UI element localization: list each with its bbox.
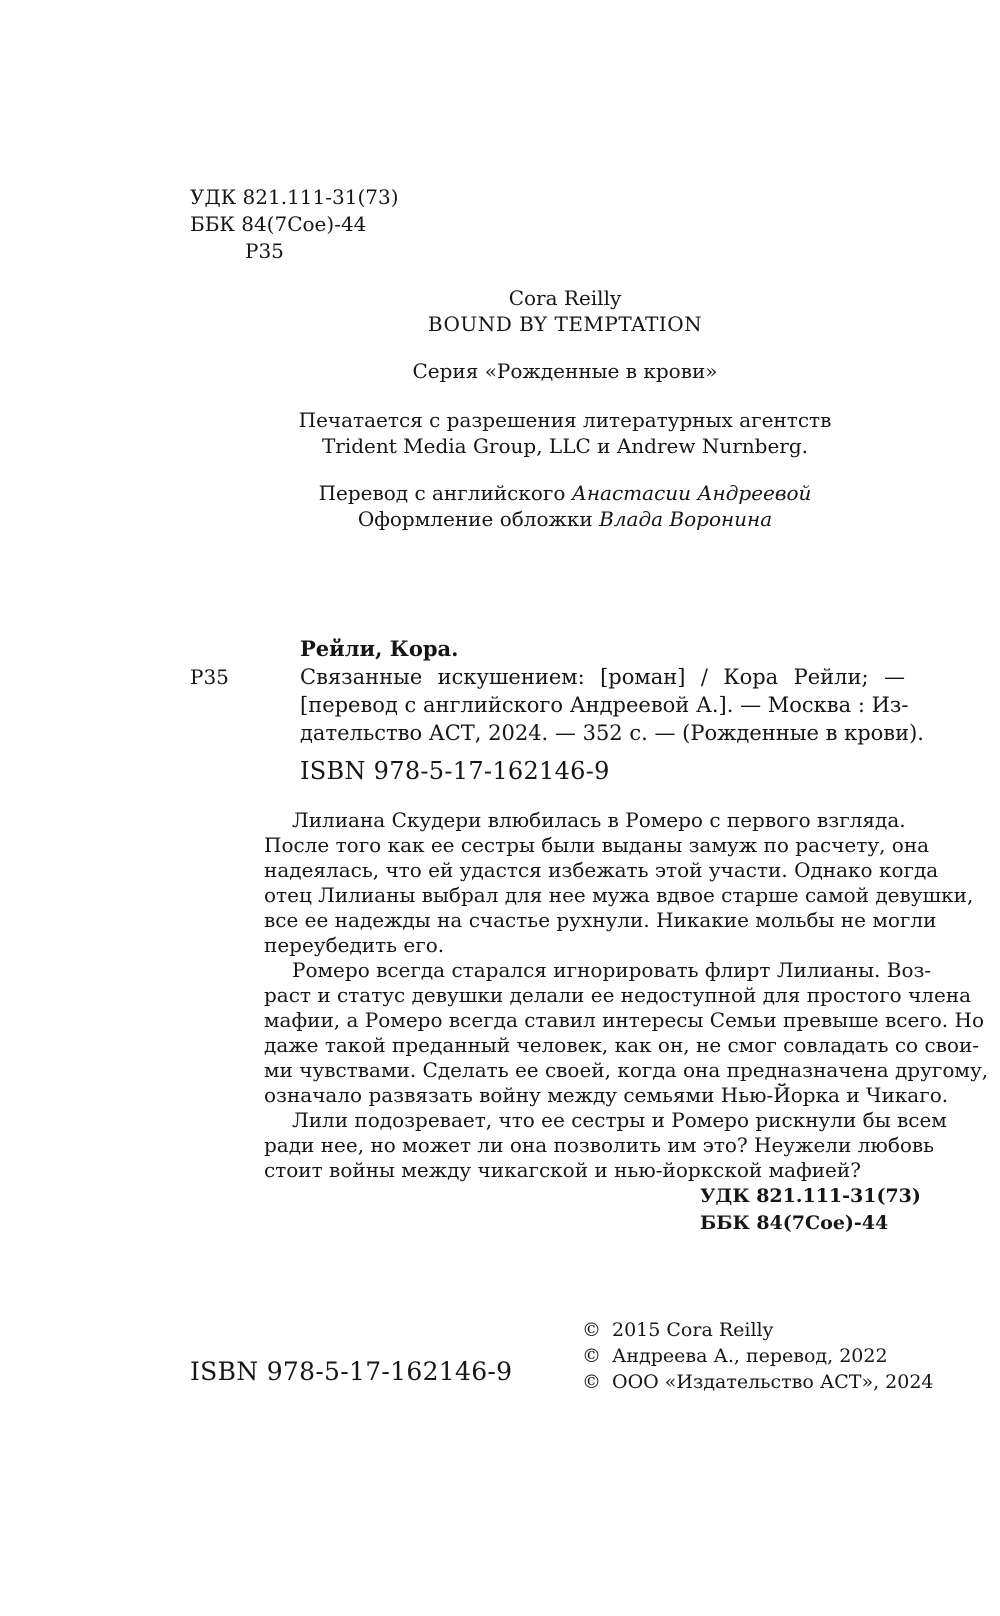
copyright-icon: © [582,1371,601,1393]
catalog-description [300,663,924,747]
annotation-line: надеялась, что ей удастся избежать этой участи. Однако когда [264,858,939,882]
copyright-icon: © [582,1345,601,1367]
annotation-line: ми чувствами. Сделать ее своей, когда она предназначена другому, [264,1058,989,1082]
catalog-line-3: дательство АСТ, 2024. — 352 с. — (Рожденные в крови). [300,721,924,745]
cover-designer-name: Влада Воронина [599,507,773,531]
annotation-line: стоит войны между чикагской и нью-йоркской мафией? [264,1158,861,1182]
annotation-line: Ромеро всегда старался игнорировать флирт Лилианы. Воз- [292,958,932,982]
annotation-line: все ее надежды на счастье рухнули. Никакие мольбы не могли [264,908,937,932]
rights-line-2: Trident Media Group, LLC и Andrew Nurnberg. [321,434,809,458]
translation-label: Перевод с английского [318,481,572,505]
annotation-line: раст и статус девушки делали ее недоступной для простого члена [264,983,972,1007]
original-title-block [290,285,840,337]
annotation-line: даже такой преданный человек, как он, не смог совладать со свои- [264,1033,980,1057]
catalog-code: Р35 [190,665,229,689]
series-line: Серия «Рожденные в крови» [412,359,718,383]
classification-codes [190,184,399,265]
annotation-paragraph-2 [264,958,989,1108]
credits-block [290,480,840,532]
udk-code: УДК 821.111-31(73) [190,185,399,209]
copyright-block [582,1317,934,1395]
original-title: BOUND BY TEMPTATION [427,312,703,336]
copyright-icon: © [582,1319,601,1341]
annotation-line: Лили подозревает, что ее сестры и Ромеро рискнули бы всем [292,1108,947,1132]
bottom-classification-codes [700,1183,921,1237]
annotation-paragraph-3 [264,1108,947,1183]
catalog-isbn: ISBN 978-5-17-162146-9 [300,757,610,785]
annotation [264,808,989,1183]
annotation-line: Лилиана Скудери влюбилась в Ромеро с первого взгляда. [292,808,906,832]
copyright-line-1: © 2015 Cora Reilly [582,1319,774,1341]
translation-credit [290,480,840,506]
bottom-bbk-code: ББК 84(7Сое)-44 [700,1212,889,1234]
copyright-line-3: © ООО «Издательство АСТ», 2024 [582,1371,934,1393]
original-author: Cora Reilly [508,286,622,310]
catalog-line-1: Связанные искушением: [роман] / Кора Рейли; — [300,665,905,689]
annotation-line: отец Лилианы выбрал для нее мужа вдвое старше самой девушки, [264,883,974,907]
author-mark: Р35 [245,239,284,263]
bbk-code: ББК 84(7Сое)-44 [190,212,367,236]
catalog-line-2: [перевод с английского Андреевой А.]. — Москва : Из- [300,693,909,717]
bottom-udk-code: УДК 821.111-31(73) [700,1185,921,1207]
catalog-author-heading: Рейли, Кора. [300,636,459,661]
cover-credit [290,506,840,532]
translator-name: Анастасии Андреевой [571,481,812,505]
annotation-line: После того как ее сестры были выданы замуж по расчету, она [264,833,930,857]
annotation-line: мафии, а Ромеро всегда ставил интересы Семьи превыше всего. Но [264,1008,984,1032]
rights-notice [290,407,840,459]
annotation-paragraph-1 [264,808,974,958]
annotation-line: переубедить его. [264,933,445,957]
annotation-line: ради нее, но может ли она позволить им это? Неужели любовь [264,1133,935,1157]
copyright-line-2: © Андреева А., перевод, 2022 [582,1345,888,1367]
isbn-main: ISBN 978-5-17-162146-9 [190,1357,513,1386]
rights-line-1: Печатается с разрешения литературных агентств [298,408,832,432]
cover-label: Оформление обложки [357,507,600,531]
annotation-line: означало развязать войну между семьями Нью-Йорка и Чикаго. [264,1083,949,1107]
